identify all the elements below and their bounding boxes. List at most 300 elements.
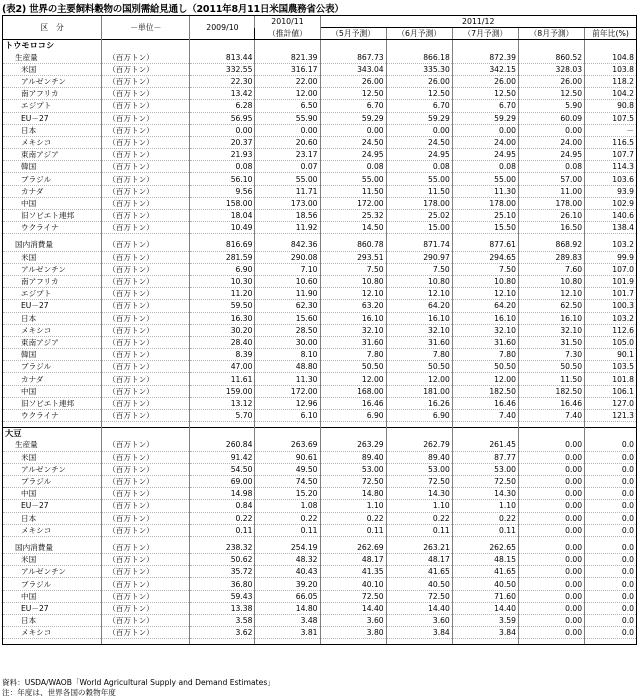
value-cell: 66.05 [255,590,320,602]
value-cell: 12.50 [320,88,386,100]
row-unit: （百万トン） [102,251,190,263]
header-may-forecast: （5月予測） [320,28,386,40]
value-cell: 24.95 [386,149,452,161]
value-cell: 64.20 [386,300,452,312]
value-cell: 60.09 [518,112,584,124]
value-cell: 107.5 [585,112,637,124]
value-cell: 158.00 [190,197,255,209]
value-cell: 1.10 [320,500,386,512]
table-row [3,112,637,124]
value-cell: 0.00 [518,463,584,475]
value-cell: 7.80 [452,349,518,361]
row-label: メキシコ [3,524,102,536]
table-row [3,566,637,578]
value-cell: 11.20 [190,288,255,300]
value-cell: 877.61 [452,239,518,251]
row-label: ウクライナ [3,222,102,234]
row-label: EU－27 [3,112,102,124]
row-unit: （百万トン） [102,542,190,554]
row-unit: （百万トン） [102,602,190,614]
row-unit: （百万トン） [102,173,190,185]
value-cell: 25.10 [452,210,518,222]
value-cell: 0.22 [320,512,386,524]
value-cell: 15.60 [255,312,320,324]
value-cell: 289.83 [518,251,584,263]
value-cell: 53.00 [386,463,452,475]
value-cell: 0.0 [585,524,637,536]
row-label: カナダ [3,185,102,197]
value-cell: 114.3 [585,161,637,173]
row-unit: （百万トン） [102,239,190,251]
value-cell: 3.84 [452,627,518,639]
value-cell: 7.10 [255,263,320,275]
value-cell: 26.00 [320,75,386,87]
row-label: ブラジル [3,475,102,487]
row-unit: （百万トン） [102,185,190,197]
table-row [3,324,637,336]
value-cell: 11.50 [320,185,386,197]
value-cell: 0.08 [320,161,386,173]
value-cell: 18.56 [255,210,320,222]
row-label: メキシコ [3,627,102,639]
value-cell: 99.9 [585,251,637,263]
table-row [3,100,637,112]
table-row [3,275,637,287]
value-cell: 16.10 [386,312,452,324]
value-cell: 0.11 [255,524,320,536]
value-cell: 0.0 [585,578,637,590]
row-unit: （百万トン） [102,75,190,87]
row-unit: （百万トン） [102,475,190,487]
value-cell: 0.0 [585,590,637,602]
table-row [3,524,637,536]
value-cell: 55.00 [320,173,386,185]
row-unit: （百万トン） [102,500,190,512]
table-row [3,397,637,409]
value-cell: 102.9 [585,197,637,209]
header-2010: 2010/11 [255,16,320,28]
value-cell: 238.32 [190,542,255,554]
row-label: エジプト [3,288,102,300]
row-label: EU－27 [3,300,102,312]
table-row [3,251,637,263]
value-cell: 50.62 [190,554,255,566]
value-cell: 55.00 [255,173,320,185]
row-unit: （百万トン） [102,373,190,385]
value-cell: 12.10 [452,288,518,300]
value-cell: 842.36 [255,239,320,251]
value-cell: 16.10 [452,312,518,324]
value-cell: 0.08 [452,161,518,173]
value-cell: 14.40 [386,602,452,614]
value-cell: 14.40 [452,602,518,614]
value-cell: 22.00 [255,75,320,87]
value-cell: 13.12 [190,397,255,409]
value-cell: 0.00 [518,578,584,590]
value-cell: 59.50 [190,300,255,312]
table-row [3,361,637,373]
value-cell: 101.9 [585,275,637,287]
value-cell: 59.43 [190,590,255,602]
value-cell: 48.15 [452,554,518,566]
value-cell: 16.10 [320,312,386,324]
value-cell: 127.0 [585,397,637,409]
value-cell: 6.90 [320,410,386,422]
value-cell: 12.00 [320,373,386,385]
value-cell: 172.00 [255,385,320,397]
value-cell: 0.00 [518,602,584,614]
value-cell: 90.8 [585,100,637,112]
value-cell: 3.48 [255,615,320,627]
value-cell: 112.6 [585,324,637,336]
value-cell: 39.20 [255,578,320,590]
row-label: EU－27 [3,500,102,512]
value-cell: － [585,124,637,136]
value-cell: 3.62 [190,627,255,639]
value-cell: 22.30 [190,75,255,87]
table-body [3,40,637,645]
value-cell: 26.00 [518,75,584,87]
value-cell: 69.00 [190,475,255,487]
value-cell: 16.30 [190,312,255,324]
value-cell: 93.9 [585,185,637,197]
value-cell: 0.08 [190,161,255,173]
value-cell: 263.21 [386,542,452,554]
row-unit: （百万トン） [102,63,190,75]
value-cell: 173.00 [255,197,320,209]
value-cell: 816.69 [190,239,255,251]
table-row [3,463,637,475]
table-row [3,239,637,251]
value-cell: 103.6 [585,173,637,185]
value-cell: 48.32 [255,554,320,566]
value-cell: 11.71 [255,185,320,197]
value-cell: 328.03 [518,63,584,75]
table-row [3,288,637,300]
section-header [3,428,637,440]
value-cell: 24.95 [320,149,386,161]
row-unit: （百万トン） [102,222,190,234]
value-cell: 16.46 [320,397,386,409]
value-cell: 342.15 [452,63,518,75]
table-row [3,500,637,512]
row-unit: （百万トン） [102,488,190,500]
value-cell: 0.00 [518,524,584,536]
row-label: 東南アジア [3,336,102,348]
value-cell: 261.45 [452,439,518,451]
table-row [3,210,637,222]
value-cell: 332.55 [190,63,255,75]
value-cell: 101.7 [585,288,637,300]
value-cell: 26.00 [452,75,518,87]
value-cell: 6.28 [190,100,255,112]
value-cell: 0.0 [585,602,637,614]
table-row [3,615,637,627]
row-unit: （百万トン） [102,52,190,64]
table-row [3,385,637,397]
value-cell: 11.30 [452,185,518,197]
value-cell: 0.00 [518,488,584,500]
value-cell: 0.00 [255,124,320,136]
value-cell: 6.70 [452,100,518,112]
table-row [3,88,637,100]
value-cell: 11.90 [255,288,320,300]
table-row [3,75,637,87]
row-label: メキシコ [3,136,102,148]
value-cell: 72.50 [320,475,386,487]
value-cell: 6.70 [386,100,452,112]
value-cell: 0.0 [585,542,637,554]
row-label: 日本 [3,615,102,627]
value-cell: 0.00 [518,627,584,639]
value-cell: 6.90 [386,410,452,422]
table-row [3,373,637,385]
value-cell: 40.50 [386,578,452,590]
value-cell: 12.10 [386,288,452,300]
value-cell: 11.61 [190,373,255,385]
value-cell: 343.04 [320,63,386,75]
value-cell: 0.0 [585,566,637,578]
value-cell: 12.00 [255,88,320,100]
value-cell: 63.20 [320,300,386,312]
value-cell: 14.30 [386,488,452,500]
value-cell: 0.0 [585,554,637,566]
row-label: 中国 [3,590,102,602]
value-cell: 12.10 [518,288,584,300]
value-cell: 6.90 [190,263,255,275]
row-label: 米国 [3,554,102,566]
value-cell: 254.19 [255,542,320,554]
value-cell: 821.39 [255,52,320,64]
value-cell: 168.00 [320,385,386,397]
row-unit: （百万トン） [102,590,190,602]
value-cell: 41.35 [320,566,386,578]
row-label: 米国 [3,63,102,75]
value-cell: 106.1 [585,385,637,397]
value-cell: 35.72 [190,566,255,578]
value-cell: 10.80 [386,275,452,287]
value-cell: 14.30 [452,488,518,500]
value-cell: 7.50 [452,263,518,275]
value-cell: 12.00 [452,373,518,385]
value-cell: 12.96 [255,397,320,409]
value-cell: 0.00 [518,615,584,627]
value-cell: 3.58 [190,615,255,627]
value-cell: 18.04 [190,210,255,222]
value-cell: 14.80 [320,488,386,500]
table-row [3,149,637,161]
value-cell: 116.5 [585,136,637,148]
year-note: 注：年度は、世界各国の穀物年度 [2,688,116,697]
value-cell: 0.0 [585,463,637,475]
row-label: 韓国 [3,161,102,173]
value-cell: 0.00 [518,512,584,524]
value-cell: 262.65 [452,542,518,554]
value-cell: 140.6 [585,210,637,222]
value-cell: 0.11 [320,524,386,536]
value-cell: 0.11 [386,524,452,536]
row-label: 南アフリカ [3,275,102,287]
row-label: ブラジル [3,173,102,185]
value-cell: 159.00 [190,385,255,397]
row-unit: （百万トン） [102,312,190,324]
row-unit: （百万トン） [102,300,190,312]
row-unit: （百万トン） [102,275,190,287]
value-cell: 0.84 [190,500,255,512]
value-cell: 0.00 [452,124,518,136]
value-cell: 74.50 [255,475,320,487]
value-cell: 867.73 [320,52,386,64]
value-cell: 10.30 [190,275,255,287]
value-cell: 30.20 [190,324,255,336]
value-cell: 89.40 [320,451,386,463]
value-cell: 335.30 [386,63,452,75]
value-cell: 32.10 [320,324,386,336]
value-cell: 90.61 [255,451,320,463]
row-label: 日本 [3,512,102,524]
table-row [3,410,637,422]
value-cell: 7.40 [518,410,584,422]
value-cell: 868.92 [518,239,584,251]
value-cell: 8.10 [255,349,320,361]
row-label: カナダ [3,373,102,385]
value-cell: 103.2 [585,239,637,251]
spacer-row [3,639,637,645]
value-cell: 5.70 [190,410,255,422]
row-unit: （百万トン） [102,385,190,397]
header-jun-forecast: （6月予測） [386,28,452,40]
value-cell: 15.50 [452,222,518,234]
row-label: ウクライナ [3,410,102,422]
value-cell: 21.93 [190,149,255,161]
value-cell: 72.50 [386,590,452,602]
value-cell: 12.50 [452,88,518,100]
value-cell: 7.40 [452,410,518,422]
section-title: 大豆 [3,428,102,440]
value-cell: 263.29 [320,439,386,451]
header-aug-forecast: （8月予測） [518,28,584,40]
value-cell: 0.22 [386,512,452,524]
value-cell: 26.10 [518,210,584,222]
value-cell: 16.26 [386,397,452,409]
row-label: 旧ソビエト連邦 [3,397,102,409]
table-row [3,222,637,234]
value-cell: 13.38 [190,602,255,614]
value-cell: 872.39 [452,52,518,64]
row-unit: （百万トン） [102,361,190,373]
section-title: トウモロコシ [3,40,102,52]
row-label: ブラジル [3,361,102,373]
value-cell: 181.00 [386,385,452,397]
value-cell: 25.02 [386,210,452,222]
table-row [3,336,637,348]
value-cell: 101.8 [585,373,637,385]
value-cell: 1.10 [452,500,518,512]
row-unit: （百万トン） [102,627,190,639]
row-unit: （百万トン） [102,512,190,524]
table-row [3,512,637,524]
value-cell: 0.11 [190,524,255,536]
value-cell: 20.37 [190,136,255,148]
value-cell: 28.40 [190,336,255,348]
value-cell: 87.77 [452,451,518,463]
value-cell: 53.00 [452,463,518,475]
value-cell: 7.30 [518,349,584,361]
value-cell: 103.5 [585,361,637,373]
row-label: 米国 [3,251,102,263]
value-cell: 10.80 [320,275,386,287]
value-cell: 24.95 [452,149,518,161]
value-cell: 0.00 [518,439,584,451]
row-label: メキシコ [3,324,102,336]
value-cell: 860.78 [320,239,386,251]
value-cell: 103.8 [585,63,637,75]
value-cell: 316.17 [255,63,320,75]
table-row [3,554,637,566]
row-unit: （百万トン） [102,336,190,348]
value-cell: 13.42 [190,88,255,100]
header-2011: 2011/12 [320,16,637,28]
row-label: 国内消費量 [3,542,102,554]
row-unit: （百万トン） [102,210,190,222]
table-row [3,439,637,451]
value-cell: 0.07 [255,161,320,173]
table-row [3,161,637,173]
value-cell: 89.40 [386,451,452,463]
value-cell: 7.50 [386,263,452,275]
value-cell: 0.00 [518,590,584,602]
value-cell: 1.10 [386,500,452,512]
header-jul-forecast: （7月予測） [452,28,518,40]
value-cell: 260.84 [190,439,255,451]
value-cell: 20.60 [255,136,320,148]
value-cell: 48.17 [320,554,386,566]
value-cell: 41.65 [386,566,452,578]
value-cell: 0.0 [585,488,637,500]
row-label: 東南アジア [3,149,102,161]
table-row [3,185,637,197]
value-cell: 0.00 [518,475,584,487]
table-row [3,475,637,487]
value-cell: 5.90 [518,100,584,112]
value-cell: 50.50 [386,361,452,373]
value-cell: 25.32 [320,210,386,222]
row-unit: （百万トン） [102,136,190,148]
value-cell: 107.7 [585,149,637,161]
row-unit: （百万トン） [102,112,190,124]
table-row [3,602,637,614]
row-unit: （百万トン） [102,524,190,536]
row-label: 旧ソビエト連邦 [3,210,102,222]
value-cell: 103.2 [585,312,637,324]
value-cell: 72.50 [386,475,452,487]
row-label: 中国 [3,385,102,397]
value-cell: 54.50 [190,463,255,475]
row-unit: （百万トン） [102,324,190,336]
value-cell: 3.80 [320,627,386,639]
value-cell: 15.20 [255,488,320,500]
value-cell: 48.17 [386,554,452,566]
table-row [3,197,637,209]
value-cell: 0.0 [585,500,637,512]
value-cell: 871.74 [386,239,452,251]
table-row [3,136,637,148]
value-cell: 53.00 [320,463,386,475]
value-cell: 56.10 [190,173,255,185]
header-2009: 2009/10 [190,16,255,40]
row-unit: （百万トン） [102,197,190,209]
value-cell: 105.0 [585,336,637,348]
